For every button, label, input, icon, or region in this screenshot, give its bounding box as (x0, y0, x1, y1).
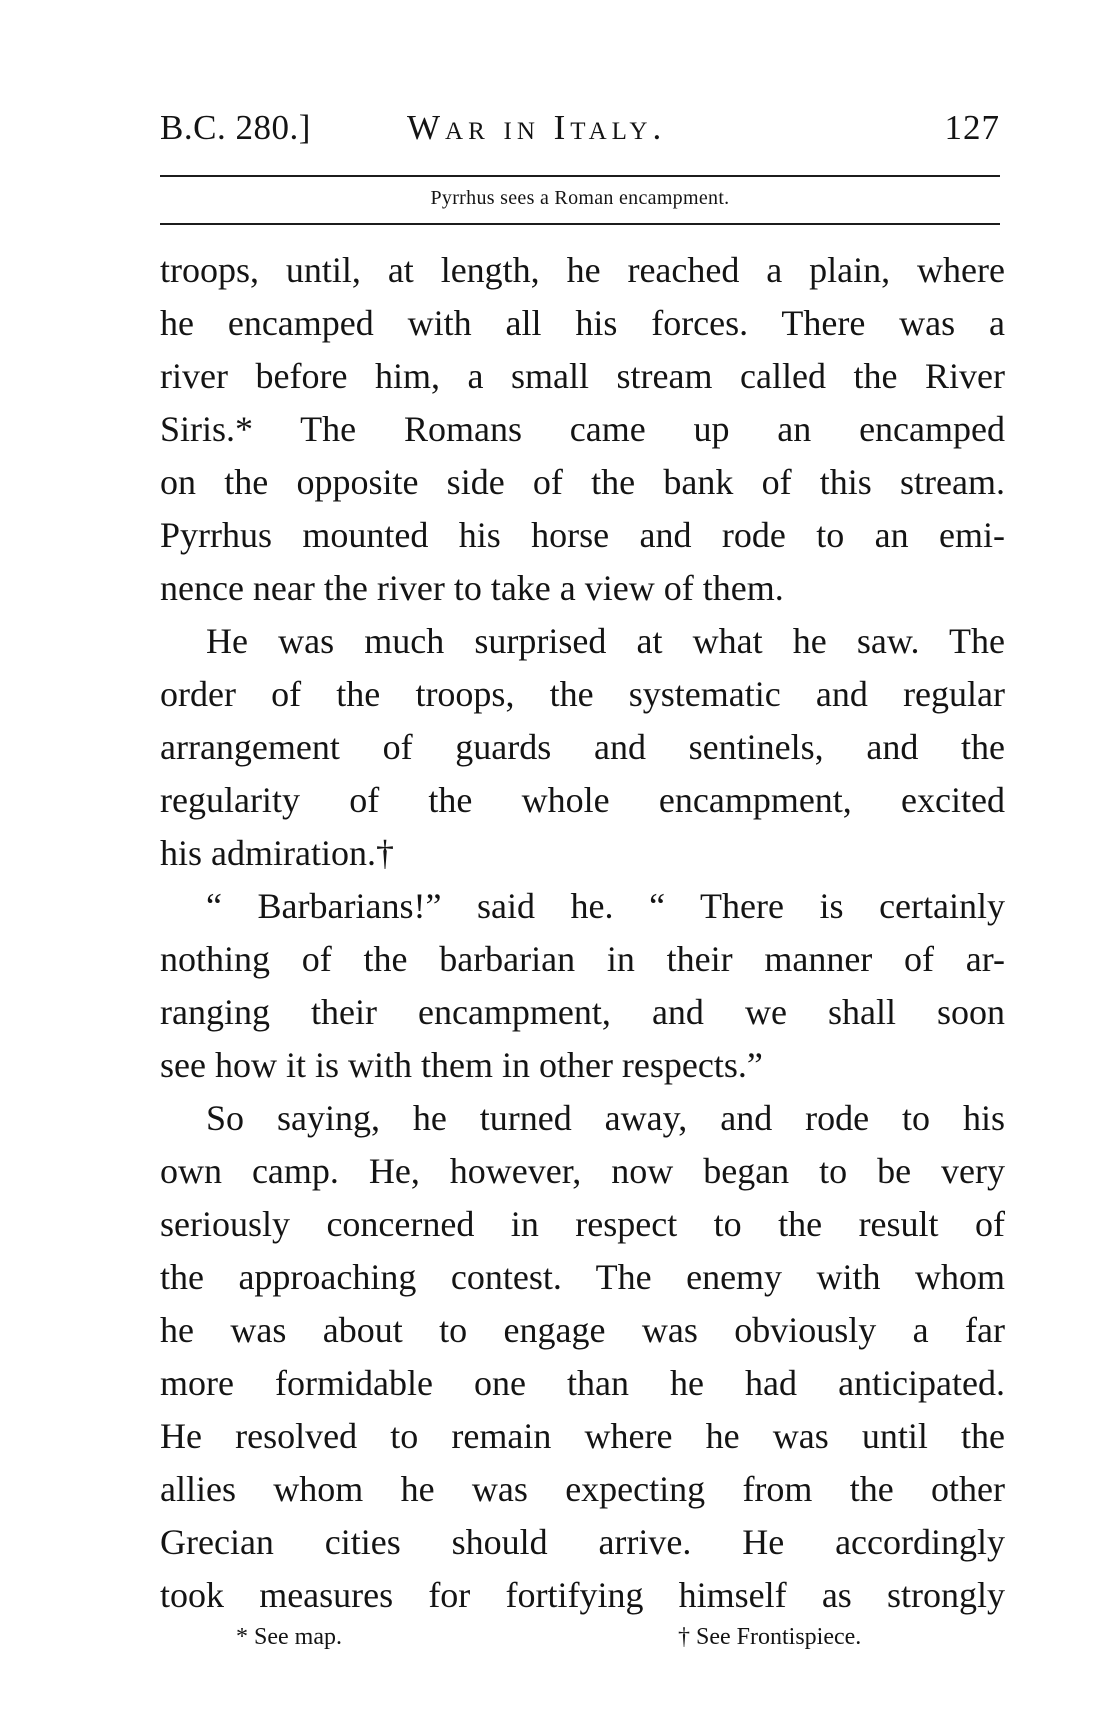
text-line: river before him, a small stream called the River (160, 356, 1005, 396)
footnote-map: * See map. (236, 1624, 342, 1650)
text-line: order of the troops, the systematic and regular (160, 674, 1005, 714)
text-line: “ Barbarians!” said he. “ There is certainly (206, 886, 1005, 926)
text-line: took measures for fortifying himself as strongly (160, 1575, 1005, 1615)
header-rule-bottom (160, 223, 1000, 225)
header-title: War in Italy. (407, 108, 667, 147)
text-line: He resolved to remain where he was until the (160, 1416, 1005, 1456)
text-line: his admiration.† (160, 833, 394, 873)
text-line: the approaching contest. The enemy with whom (160, 1257, 1005, 1297)
page-number: 127 (944, 108, 1000, 147)
text-line: seriously concerned in respect to the result of (160, 1204, 1005, 1244)
text-line: own camp. He, however, now began to be very (160, 1151, 1005, 1191)
text-line: regularity of the whole encampment, excited (160, 780, 1005, 820)
text-line: So saying, he turned away, and rode to his (206, 1098, 1005, 1138)
text-line: Siris.* The Romans came up an encamped (160, 409, 1005, 449)
text-line: He was much surprised at what he saw. The (206, 621, 1005, 661)
text-line: on the opposite side of the bank of this stream. (160, 462, 1005, 502)
text-line: arrangement of guards and sentinels, and the (160, 727, 1005, 767)
header-date: B.C. 280.] (160, 108, 311, 147)
text-line: Grecian cities should arrive. He accordingly (160, 1522, 1005, 1562)
text-line: allies whom he was expecting from the other (160, 1469, 1005, 1509)
text-line: ranging their encampment, and we shall soon (160, 992, 1005, 1032)
text-line: nothing of the barbarian in their manner of ar- (160, 939, 1005, 979)
footnotes (160, 1624, 1000, 1658)
text-line: he was about to engage was obviously a far (160, 1310, 1005, 1350)
header-rule-top (160, 175, 1000, 177)
text-line: Pyrrhus mounted his horse and rode to an emi- (160, 515, 1005, 555)
text-line: troops, until, at length, he reached a plain, where (160, 250, 1005, 290)
section-subtitle: Pyrrhus sees a Roman encampment. (430, 187, 730, 209)
text-line: nence near the river to take a view of them. (160, 568, 784, 608)
running-header (160, 108, 1000, 152)
body-text (160, 244, 1005, 1622)
footnote-frontispiece: † See Frontispiece. (678, 1624, 862, 1650)
text-line: see how it is with them in other respects.” (160, 1045, 763, 1085)
text-line: more formidable one than he had anticipated. (160, 1363, 1005, 1403)
text-line: he encamped with all his forces. There was a (160, 303, 1005, 343)
